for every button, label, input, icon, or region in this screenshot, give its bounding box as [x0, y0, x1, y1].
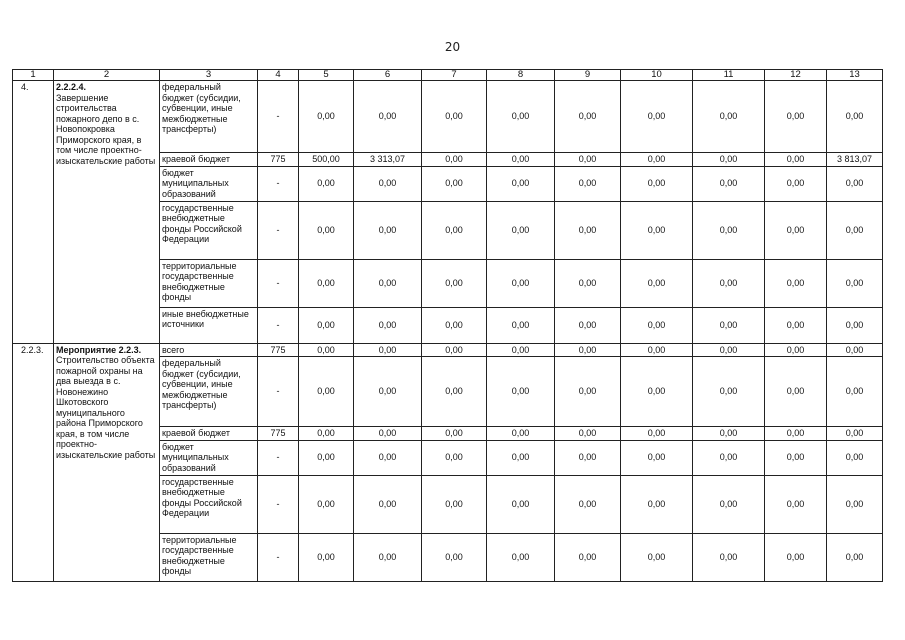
amount-cell: 0,00 [765, 357, 827, 427]
amount-cell: 0,00 [621, 166, 693, 201]
amount-cell: 0,00 [693, 357, 765, 427]
column-number: 10 [621, 70, 693, 81]
amount-cell: 0,00 [299, 343, 354, 357]
grbs-code: 775 [258, 153, 299, 167]
amount-cell: 0,00 [555, 153, 621, 167]
amount-cell: 0,00 [827, 259, 883, 307]
amount-cell: 0,00 [354, 533, 422, 581]
amount-cell: 0,00 [422, 81, 487, 153]
column-number: 1 [13, 70, 54, 81]
amount-cell: 0,00 [422, 475, 487, 533]
amount-cell: 0,00 [765, 475, 827, 533]
amount-cell: 0,00 [299, 307, 354, 343]
amount-cell: 0,00 [299, 475, 354, 533]
amount-cell: 0,00 [827, 81, 883, 153]
amount-cell: 0,00 [487, 427, 555, 441]
amount-cell: 0,00 [621, 343, 693, 357]
amount-cell: 3 313,07 [354, 153, 422, 167]
grbs-code: 775 [258, 427, 299, 441]
grbs-code: - [258, 533, 299, 581]
funding-source: иные внебюджетные источники [160, 307, 258, 343]
amount-cell: 0,00 [621, 259, 693, 307]
amount-cell: 0,00 [354, 201, 422, 259]
amount-cell: 0,00 [354, 259, 422, 307]
amount-cell: 0,00 [765, 533, 827, 581]
amount-cell: 0,00 [693, 166, 765, 201]
amount-cell: 0,00 [555, 81, 621, 153]
table-row [13, 343, 883, 357]
amount-cell: 0,00 [487, 440, 555, 475]
amount-cell: 0,00 [422, 259, 487, 307]
amount-cell: 0,00 [487, 343, 555, 357]
funding-source: краевой бюджет [160, 153, 258, 167]
amount-cell: 0,00 [555, 166, 621, 201]
column-number-row [13, 70, 883, 81]
amount-cell: 0,00 [827, 475, 883, 533]
amount-cell: 0,00 [693, 81, 765, 153]
amount-cell: 0,00 [555, 440, 621, 475]
item-name [54, 81, 160, 344]
column-number: 7 [422, 70, 487, 81]
amount-cell: 0,00 [693, 307, 765, 343]
amount-cell: 0,00 [422, 343, 487, 357]
amount-cell: 0,00 [487, 153, 555, 167]
funding-source: бюджет муниципальных образований [160, 166, 258, 201]
amount-cell: 0,00 [299, 81, 354, 153]
amount-cell: 0,00 [555, 357, 621, 427]
amount-cell: 0,00 [299, 259, 354, 307]
amount-cell: 0,00 [827, 307, 883, 343]
amount-cell: 0,00 [422, 357, 487, 427]
amount-cell: 0,00 [422, 153, 487, 167]
amount-cell: 0,00 [354, 343, 422, 357]
amount-cell: 0,00 [765, 201, 827, 259]
column-number: 6 [354, 70, 422, 81]
grbs-code: - [258, 201, 299, 259]
funding-source: бюджет муниципальных образований [160, 440, 258, 475]
amount-cell: 0,00 [621, 427, 693, 441]
amount-cell: 0,00 [555, 475, 621, 533]
amount-cell: 0,00 [621, 153, 693, 167]
column-number: 11 [693, 70, 765, 81]
amount-cell: 500,00 [299, 153, 354, 167]
amount-cell: 0,00 [487, 201, 555, 259]
amount-cell: 0,00 [487, 166, 555, 201]
amount-cell: 0,00 [354, 166, 422, 201]
funding-source: территориальные государственные внебюджетные фонды [160, 259, 258, 307]
item-number: 4. [13, 81, 54, 344]
amount-cell: 0,00 [354, 357, 422, 427]
amount-cell: 0,00 [765, 343, 827, 357]
amount-cell: 0,00 [621, 307, 693, 343]
item-code: Мероприятие 2.2.3. [56, 344, 142, 355]
amount-cell: 0,00 [555, 343, 621, 357]
amount-cell: 0,00 [693, 440, 765, 475]
amount-cell: 0,00 [827, 440, 883, 475]
grbs-code: - [258, 259, 299, 307]
amount-cell: 0,00 [555, 259, 621, 307]
amount-cell: 0,00 [693, 259, 765, 307]
amount-cell: 0,00 [487, 475, 555, 533]
column-number: 5 [299, 70, 354, 81]
funding-source: федеральный бюджет (субсидии, субвенции, иные межбюджетные трансферты) [160, 357, 258, 427]
amount-cell: 0,00 [487, 533, 555, 581]
amount-cell: 0,00 [422, 440, 487, 475]
amount-cell: 0,00 [555, 427, 621, 441]
amount-cell: 0,00 [299, 357, 354, 427]
amount-cell: 0,00 [354, 307, 422, 343]
amount-cell: 0,00 [487, 259, 555, 307]
amount-cell: 0,00 [693, 343, 765, 357]
amount-cell: 0,00 [621, 81, 693, 153]
item-number: 2.2.3. [13, 343, 54, 581]
amount-cell: 0,00 [765, 307, 827, 343]
amount-cell: 0,00 [354, 427, 422, 441]
amount-cell: 0,00 [765, 427, 827, 441]
amount-cell: 0,00 [422, 166, 487, 201]
page-number: 20 [444, 40, 461, 54]
amount-cell: 0,00 [693, 201, 765, 259]
amount-cell: 0,00 [621, 533, 693, 581]
item-name [54, 343, 160, 581]
amount-cell: 0,00 [354, 475, 422, 533]
amount-cell: 0,00 [422, 533, 487, 581]
column-number: 9 [555, 70, 621, 81]
amount-cell: 0,00 [693, 533, 765, 581]
grbs-code: - [258, 475, 299, 533]
amount-cell: 0,00 [827, 427, 883, 441]
item-title: Завершение строительства пожарного депо в с. Новопокровка Приморского края, в том числе проектно-изыскательские работы [56, 92, 156, 166]
amount-cell: 0,00 [765, 166, 827, 201]
amount-cell: 0,00 [299, 440, 354, 475]
amount-cell: 0,00 [765, 440, 827, 475]
grbs-code: - [258, 440, 299, 475]
amount-cell: 0,00 [765, 153, 827, 167]
funding-source: краевой бюджет [160, 427, 258, 441]
funding-source: всего [160, 343, 258, 357]
amount-cell: 0,00 [299, 201, 354, 259]
grbs-code: - [258, 357, 299, 427]
amount-cell: 0,00 [621, 201, 693, 259]
amount-cell: 0,00 [827, 533, 883, 581]
amount-cell: 0,00 [827, 357, 883, 427]
budget-table [12, 69, 883, 582]
amount-cell: 0,00 [693, 427, 765, 441]
column-number: 3 [160, 70, 258, 81]
amount-cell: 0,00 [827, 343, 883, 357]
amount-cell: 0,00 [621, 357, 693, 427]
column-number: 8 [487, 70, 555, 81]
amount-cell: 0,00 [299, 533, 354, 581]
amount-cell: 0,00 [765, 259, 827, 307]
amount-cell: 0,00 [487, 357, 555, 427]
funding-source: государственные внебюджетные фонды Российской Федерации [160, 201, 258, 259]
grbs-code: - [258, 166, 299, 201]
funding-source: территориальные государственные внебюджетные фонды [160, 533, 258, 581]
grbs-code: - [258, 81, 299, 153]
column-number: 12 [765, 70, 827, 81]
item-title: Строительство объекта пожарной охраны на два выезда в с. Новонежино Шкотовского муниципального района Приморского края, в том числе проектно-изыскательские работы [56, 355, 156, 460]
amount-cell: 0,00 [422, 201, 487, 259]
amount-cell: 0,00 [827, 166, 883, 201]
amount-cell: 0,00 [299, 166, 354, 201]
amount-cell: 0,00 [621, 440, 693, 475]
funding-source: федеральный бюджет (субсидии, субвенции, иные межбюджетные трансферты) [160, 81, 258, 153]
grbs-code: - [258, 307, 299, 343]
column-number: 2 [54, 70, 160, 81]
column-number: 13 [827, 70, 883, 81]
amount-cell: 0,00 [299, 427, 354, 441]
amount-cell: 0,00 [422, 307, 487, 343]
amount-cell: 0,00 [555, 533, 621, 581]
amount-cell: 0,00 [765, 81, 827, 153]
amount-cell: 3 813,07 [827, 153, 883, 167]
funding-source: государственные внебюджетные фонды Российской Федерации [160, 475, 258, 533]
amount-cell: 0,00 [422, 427, 487, 441]
grbs-code: 775 [258, 343, 299, 357]
amount-cell: 0,00 [693, 153, 765, 167]
amount-cell: 0,00 [487, 81, 555, 153]
item-code: 2.2.2.4. [56, 82, 87, 92]
column-number: 4 [258, 70, 299, 81]
amount-cell: 0,00 [555, 201, 621, 259]
amount-cell: 0,00 [621, 475, 693, 533]
amount-cell: 0,00 [693, 475, 765, 533]
amount-cell: 0,00 [487, 307, 555, 343]
table-row [13, 81, 883, 153]
amount-cell: 0,00 [354, 81, 422, 153]
amount-cell: 0,00 [827, 201, 883, 259]
amount-cell: 0,00 [555, 307, 621, 343]
amount-cell: 0,00 [354, 440, 422, 475]
